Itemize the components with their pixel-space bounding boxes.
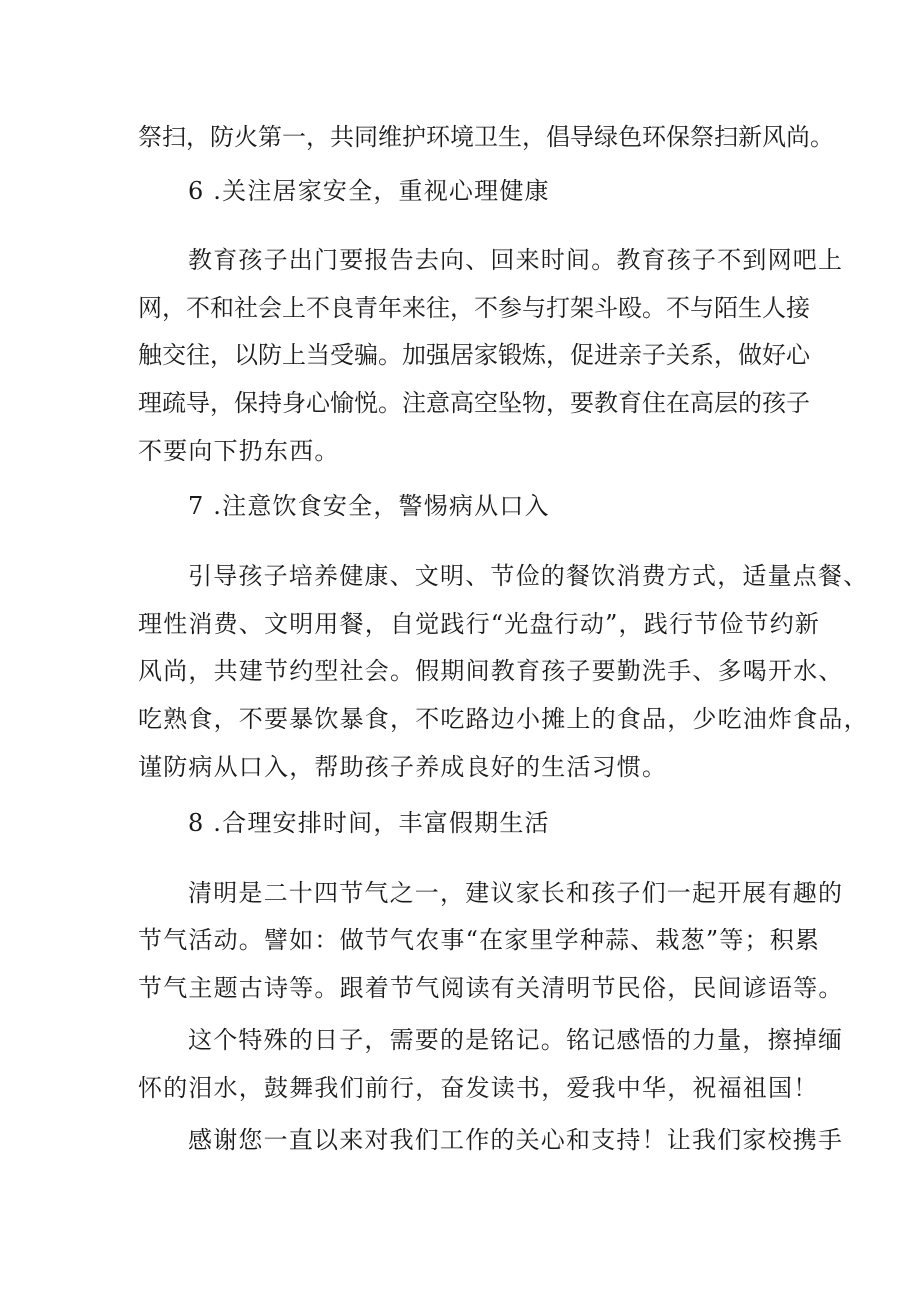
paragraph-line: 这个特殊的日子，需要的是铭记。铭记感悟的力量，擦掉缅 <box>188 1026 844 1054</box>
paragraph-line: 教育孩子出门要报告去向、回来时间。教育孩子不到网吧上 <box>188 246 844 274</box>
paragraph-line: 理性消费、文明用餐，自觉践行“光盘行动”，践行节俭节约新 <box>138 610 821 638</box>
section-heading-6: 6 .关注居家安全，重视心理健康 <box>188 177 550 205</box>
paragraph-line: 怀的泪水，鼓舞我们前行，奋发读书，爱我中华，祝福祖国！ <box>138 1074 819 1102</box>
paragraph-line: 清明是二十四节气之一，建议家长和孩子们一起开展有趣的 <box>188 879 844 907</box>
section-heading-7: 7 .注意饮食安全，警惕病从口入 <box>188 492 550 520</box>
paragraph-line: 引导孩子培养健康、文明、节俭的餐饮消费方式，适量点餐、 <box>188 562 869 590</box>
paragraph-line: 吃熟食，不要暴饮暴食，不吃路边小摊上的食品，少吃油炸食品， <box>138 705 869 733</box>
paragraph-line: 风尚，共建节约型社会。假期间教育孩子要勤洗手、多喝开水、 <box>138 657 844 685</box>
section-heading-8: 8 .合理安排时间，丰富假期生活 <box>188 809 550 837</box>
paragraph-line: 触交往，以防上当受骗。加强居家锻炼，促进亲子关系，做好心 <box>138 341 810 369</box>
paragraph-line: 理疏导，保持身心愉悦。注意高空坠物，要教育住在高层的孩子 <box>138 389 810 417</box>
paragraph-line: 感谢您一直以来对我们工作的关心和支持！让我们家校携手 <box>188 1126 844 1154</box>
paragraph-line: 网，不和社会上不良青年来往，不参与打架斗殴。不与陌生人接 <box>138 294 810 322</box>
paragraph-line: 节气主题古诗等。跟着节气阅读有关清明节民俗，民间谚语等。 <box>138 974 844 1002</box>
paragraph-line: 祭扫，防火第一，共同维护环境卫生，倡导绿色环保祭扫新风尚。 <box>138 123 834 151</box>
paragraph-line: 谨防病从口入，帮助孩子养成良好的生活习惯。 <box>138 753 668 781</box>
paragraph-line: 不要向下扔东西。 <box>138 437 340 465</box>
paragraph-line: 节气活动。譬如：做节气农事“在家里学种蒜、栽葱”等；积累 <box>138 926 821 954</box>
